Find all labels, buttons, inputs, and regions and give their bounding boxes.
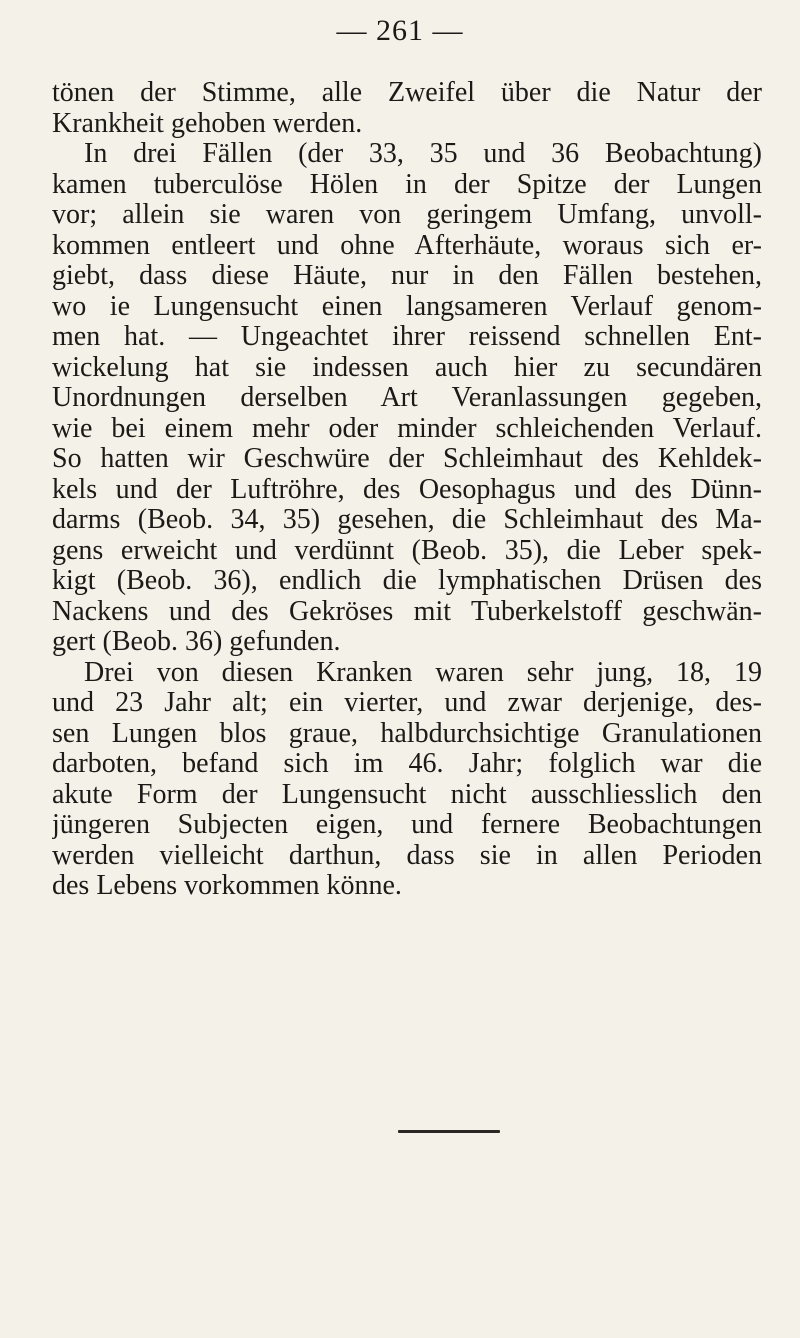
text-line: Drei von diesen Kranken waren sehr jung, 18, 19 bbox=[84, 657, 762, 688]
text-line: gert (Beob. 36) gefunden. bbox=[52, 627, 341, 657]
text-line: jüngeren Subjecten eigen, und fernere Beobachtungen bbox=[52, 810, 762, 840]
text-line: tönen der Stimme, alle Zweifel über die Natur der bbox=[52, 78, 762, 108]
body-text bbox=[52, 78, 762, 902]
text-line: men hat. — Ungeachtet ihrer reissend schnellen Ent- bbox=[52, 322, 762, 352]
text-line: Unordnungen derselben Art Veranlassungen gegeben, bbox=[52, 383, 762, 413]
text-line: darms (Beob. 34, 35) gesehen, die Schleimhaut des Ma- bbox=[52, 505, 762, 535]
text-line: kigt (Beob. 36), endlich die lymphatischen Drüsen des bbox=[52, 566, 762, 596]
text-line: darboten, befand sich im 46. Jahr; folglich war die bbox=[52, 749, 762, 779]
section-divider bbox=[398, 1130, 500, 1133]
page-number: — 261 — bbox=[336, 14, 464, 47]
text-line: und 23 Jahr alt; ein vierter, und zwar derjenige, des- bbox=[52, 688, 762, 718]
text-line: gens erweicht und verdünnt (Beob. 35), die Leber spek- bbox=[52, 535, 762, 566]
text-line: kamen tuberculöse Hölen in der Spitze der Lungen bbox=[52, 169, 762, 200]
text-line: kommen entleert und ohne Afterhäute, woraus sich er- bbox=[52, 230, 762, 261]
text-line: wo ie Lungensucht einen langsameren Verlauf genom- bbox=[52, 291, 762, 322]
text-line: So hatten wir Geschwüre der Schleimhaut des Kehldek- bbox=[52, 444, 762, 474]
text-line: des Lebens vorkommen könne. bbox=[52, 871, 402, 901]
text-line: akute Form der Lungensucht nicht ausschliesslich den bbox=[52, 779, 762, 810]
text-line: kels und der Luftröhre, des Oesophagus und des Dünn- bbox=[52, 474, 762, 505]
text-line: In drei Fällen (der 33, 35 und 36 Beobachtung) bbox=[84, 139, 762, 169]
text-line: Krankheit gehoben werden. bbox=[52, 108, 363, 139]
text-line: vor; allein sie waren von geringem Umfang, unvoll- bbox=[52, 200, 762, 230]
text-line: wie bei einem mehr oder minder schleichenden Verlauf. bbox=[52, 413, 762, 444]
text-line: Nackens und des Gekröses mit Tuberkelstoff geschwän- bbox=[52, 596, 762, 627]
text-line: giebt, dass diese Häute, nur in den Fällen bestehen, bbox=[52, 261, 762, 291]
text-line: wickelung hat sie indessen auch hier zu secundären bbox=[52, 352, 762, 383]
text-line: werden vielleicht darthun, dass sie in allen Perioden bbox=[52, 840, 762, 871]
text-line: sen Lungen blos graue, halbdurchsichtige Granulationen bbox=[52, 718, 762, 749]
